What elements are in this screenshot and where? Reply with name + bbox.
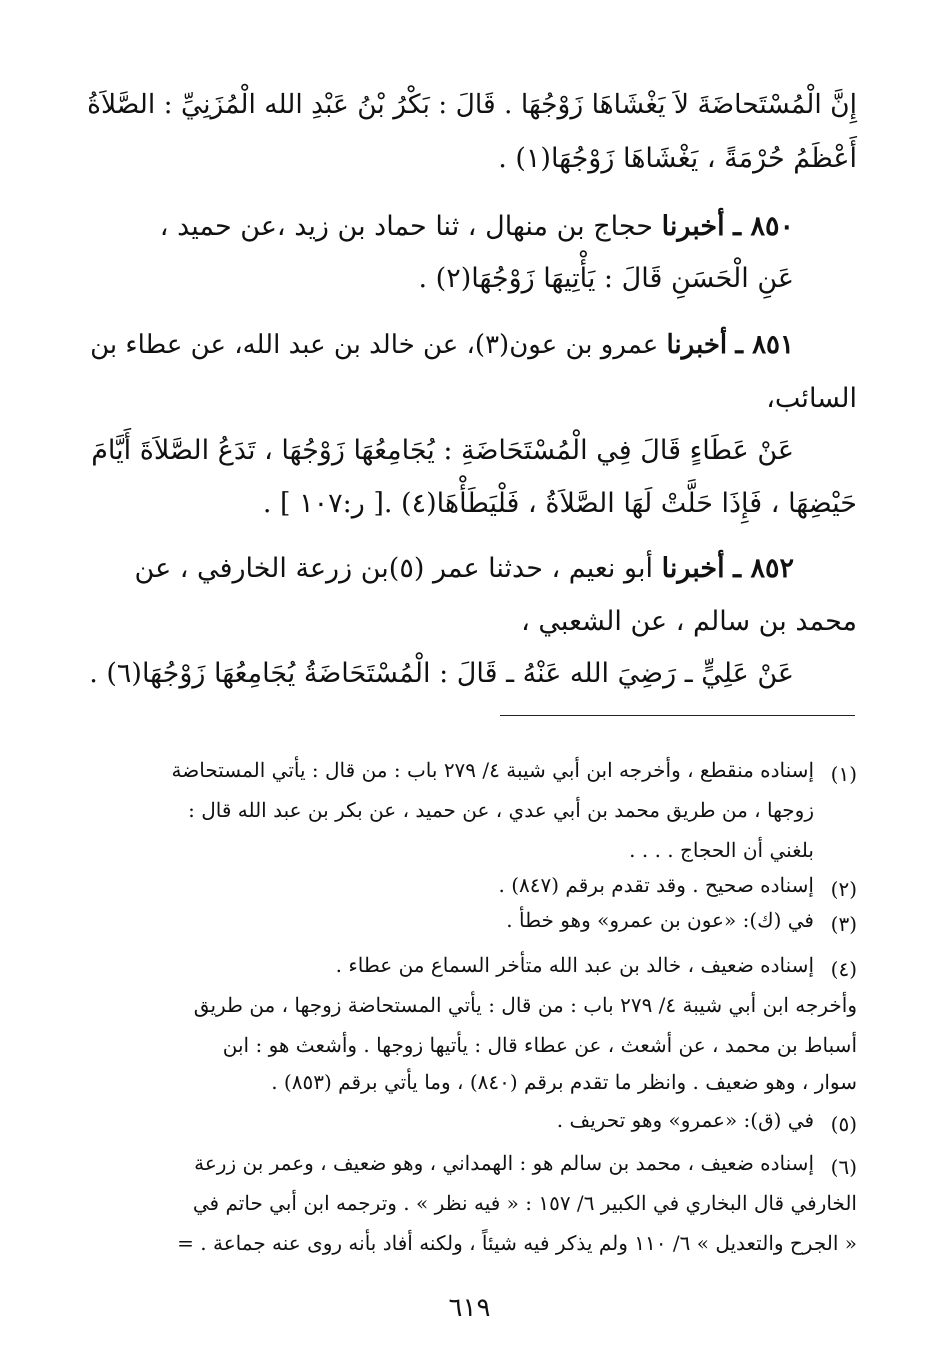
isnad-text: حجاج بن منهال ، ثنا حماد بن زيد ،عن حميد ، <box>159 211 653 242</box>
footnote-2-text: إسناده صحيح . وقد تقدم برقم (٨٤٧) . <box>498 873 814 897</box>
footnote-6-line-1: إسناده ضعيف ، محمد بن سالم هو : الهمداني ، وهو ضعيف ، وعمر بن زرعة <box>194 1151 814 1175</box>
footnote-6-line-2: الخارفي قال البخاري في الكبير ٦/ ١٥٧ : « فيه نظر » . وترجمه ابن أبي حاتم في <box>192 1191 857 1215</box>
footnote-4-line-4: سوار ، وهو ضعيف . وانظر ما تقدم برقم (٨٤٠) ، وما يأتي برقم (٨٥٣) . <box>271 1070 857 1094</box>
footnote-2-marker: (٢) <box>830 877 857 901</box>
hadith-851-text-2: حَيْضِهَا ، فَإِذَا حَلَّتْ لَهَا الصَّلاَةُ ، فَلْيَطَأْهَا(٤) .[ ر:١٠٧ ] . <box>262 488 857 519</box>
hadith-number: ٨٥٢ ـ <box>733 553 794 584</box>
footnote-separator <box>500 715 855 716</box>
hadith-850-header <box>160 213 794 240</box>
footnote-1-line-2: زوجها ، من طريق محمد بن أبي عدي ، عن حميد ، عن بكر بن عبد الله قال : <box>188 798 814 822</box>
footnote-6-marker: (٦) <box>830 1155 857 1179</box>
footnote-4-line-1: إسناده ضعيف ، خالد بن عبد الله متأخر السماع من عطاء . <box>335 953 814 977</box>
akhbarana-keyword: أخبرنا <box>661 211 725 242</box>
hadith-851-header-cont: السائب، <box>766 383 857 414</box>
akhbarana-keyword: أخبرنا <box>666 330 728 360</box>
main-line-1: إِنَّ الْمُسْتَحاضَةَ لاَ يَغْشَاهَا زَوْجُهَا . قَالَ : بَكْرُ بْنُ عَبْدِ الله الْمُزَنِيِّ : الصَّلاَةُ <box>87 89 857 120</box>
isnad-text: عمرو بن عون(٣)، عن خالد بن عبد الله، عن عطاء بن <box>90 330 659 360</box>
footnote-4-line-3: أسباط بن محمد ، عن أشعث ، عن عطاء قال : يأتيها زوجها . وأشعث هو : ابن <box>222 1033 857 1057</box>
hadith-852-header <box>135 555 794 582</box>
footnote-1-line-3: بلغني أن الحجاج . . . . <box>629 838 814 862</box>
hadith-851-header <box>90 332 794 358</box>
footnote-6-line-3: « الجرح والتعديل » ٦/ ١١٠ ولم يذكر فيه شيئاً ، ولكنه أفاد بأنه روى عنه جماعة . = <box>177 1231 857 1255</box>
footnote-4-marker: (٤) <box>830 957 857 981</box>
main-line-2: أَعْظَمُ حُرْمَةً ، يَغْشَاهَا زَوْجُهَا(١) . <box>498 143 857 174</box>
footnote-4-line-2: وأخرجه ابن أبي شيبة ٤/ ٢٧٩ باب : من قال : يأتي المستحاضة زوجها ، من طريق <box>193 993 857 1017</box>
isnad-text: أبو نعيم ، حدثنا عمر (٥)بن زرعة الخارفي ، عن <box>134 553 653 584</box>
akhbarana-keyword: أخبرنا <box>661 553 725 584</box>
hadith-852-header-cont: محمد بن سالم ، عن الشعبي ، <box>521 606 857 637</box>
hadith-number: ٨٥١ ـ <box>735 330 794 360</box>
footnote-5-marker: (٥) <box>830 1112 857 1136</box>
hadith-852-text: عَنْ عَلِيٍّ ـ رَضِيَ الله عَنْهُ ـ قَالَ : الْمُسْتَحَاضَةُ يُجَامِعُهَا زَوْجُهَا(٦) . <box>89 658 794 689</box>
page-number: ٦١٩ <box>448 1293 491 1323</box>
footnote-5-text: في (ق): «عمرو» وهو تحريف . <box>556 1108 814 1132</box>
hadith-number: ٨٥٠ ـ <box>733 211 794 242</box>
hadith-850-text: عَنِ الْحَسَنِ قَالَ : يَأْتِيهَا زَوْجُهَا(٢) . <box>418 263 794 294</box>
hadith-851-text-1: عَنْ عَطَاءٍ قَالَ فِي الْمُسْتَحَاضَةِ : يُجَامِعُهَا زَوْجُهَا ، تَدَعُ الصَّلاَةَ أَيَّامَ <box>91 435 794 466</box>
footnote-1-marker: (١) <box>830 762 857 786</box>
footnote-1-line-1: إسناده منقطع ، وأخرجه ابن أبي شيبة ٤/ ٢٧٩ باب : من قال : يأتي المستحاضة <box>171 758 814 782</box>
footnote-3-text: في (ك): «عون بن عمرو» وهو خطأ . <box>506 908 814 932</box>
footnote-3-marker: (٣) <box>830 912 857 936</box>
